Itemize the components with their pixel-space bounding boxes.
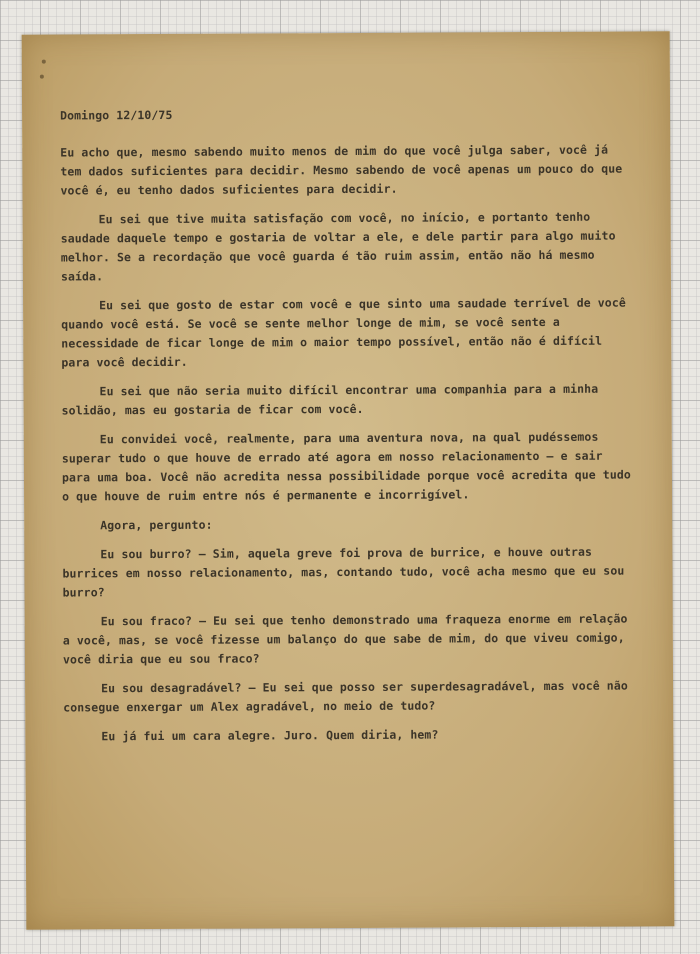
paragraph: Eu sou fraco? — Eu sei que tenho demonstrado uma fraqueza enorme em relação a você, mas, se você fizesse um balanço do que sabe de mim, do que viveu comigo, você diria que eu sou fraco? (62, 611, 628, 667)
paragraph: Eu sei que não seria muito difícil encontrar uma companhia para a minha solidão, mas eu gostaria de ficar com você. (61, 381, 599, 418)
paragraph: Eu acho que, mesmo sabendo muito menos de mim do que você julga saber, você já tem dados suficientes para decidir. Mesmo sabendo de você apenas um pouco do que você é, eu tenho dados suficientes para decidir. (60, 142, 623, 198)
typewritten-letter (22, 31, 675, 929)
paper-hole (42, 60, 46, 64)
paragraph: Eu sei que gosto de estar com você e que sinto uma saudade terrível de você quando você está. Se você se sente melhor longe de mim, se você sente a necessidade de ficar longe de mim o maior tempo possível, então não é difícil para você decidir. (61, 295, 626, 370)
paragraph: Eu convidei você, realmente, para uma aventura nova, na qual pudéssemos superar tudo o que houve de errado até agora em nosso relacionamento — e sair para uma boa. Você não acredita nessa possibilidade porque você acredita que tudo o que houve de ruim entre nós é permanente e incorrigível. (61, 429, 631, 504)
paragraph: Agora, pergunto: (100, 517, 213, 533)
paragraph: Eu sou desagradável? — Eu sei que posso ser superdesagradável, mas você não consegue enxergar um Alex agradável, no meio de tudo? (63, 678, 628, 715)
paragraph: Eu já fui um cara alegre. Juro. Quem diria, hem? (101, 727, 439, 744)
letter-date: Domingo 12/10/75 (60, 107, 173, 123)
letter-body (60, 104, 635, 757)
paragraph: Eu sei que tive muita satisfação com você, no início, e portanto tenho saudade daquele tempo e gostaria de voltar a ele, e dele partir para algo muito melhor. Se a recordação que você guarda é tão ruim assim, então não há mesmo saída. (60, 209, 616, 284)
paragraph: Eu sou burro? — Sim, aquela greve foi prova de burrice, e houve outras burrices em nosso relacionamento, mas, contando tudo, você acha mesmo que eu sou burro? (62, 544, 625, 600)
paper-hole (40, 75, 44, 79)
